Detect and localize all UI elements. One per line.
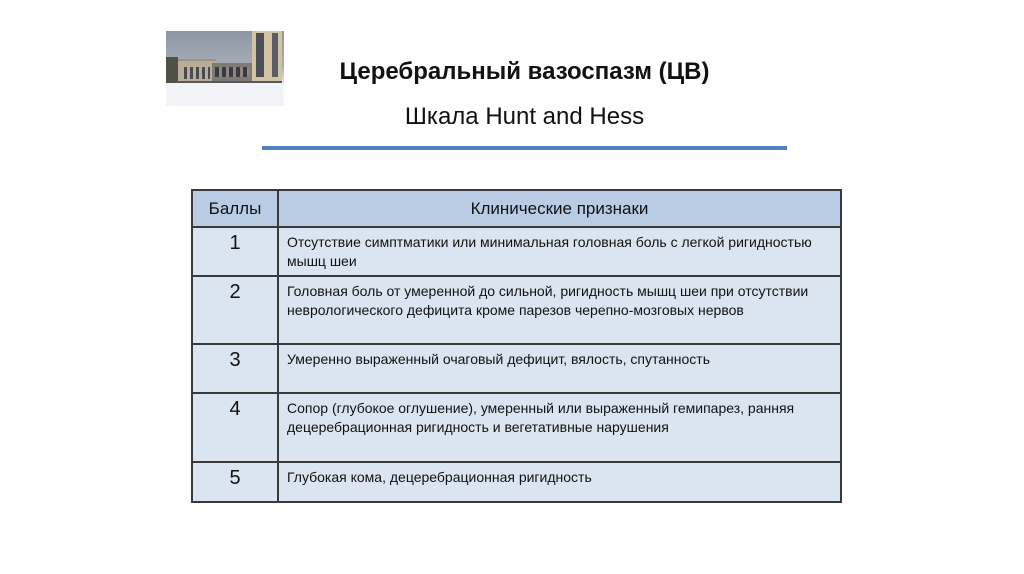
slide-title: Церебральный вазоспазм (ЦВ) — [339, 58, 710, 85]
table-row — [192, 462, 841, 502]
photo-trees — [166, 57, 178, 83]
score-cell: 1 — [192, 227, 278, 276]
description-cell: Сопор (глубокое оглушение), умеренный или выраженный гемипарез, ранняя децеребрационная ригидность и вегетативные нарушения — [278, 393, 841, 462]
table-row — [192, 276, 841, 344]
description-cell: Умеренно выраженный очаговый дефицит, вялость, спутанность — [278, 344, 841, 393]
slide-subtitle: Шкала Hunt and Hess — [404, 103, 645, 130]
header-score: Баллы — [192, 190, 278, 227]
score-cell: 2 — [192, 276, 278, 344]
score-cell: 3 — [192, 344, 278, 393]
score-cell: 4 — [192, 393, 278, 462]
table-row — [192, 227, 841, 276]
title-divider — [262, 146, 787, 150]
description-cell: Отсутствие симптматики или минимальная головная боль с легкой ригидностью мышц шеи — [278, 227, 841, 276]
description-cell: Глубокая кома, децеребрационная ригидность — [278, 462, 841, 502]
header-clinical-signs: Клинические признаки — [278, 190, 841, 227]
hunt-hess-table — [191, 189, 842, 503]
table-row — [192, 344, 841, 393]
table-row — [192, 393, 841, 462]
table-header-row — [192, 190, 841, 227]
description-cell: Головная боль от умеренной до сильной, ригидность мышц шеи при отсутствии неврологического дефицита кроме парезов черепно-мозговых нервов — [278, 276, 841, 344]
score-cell: 5 — [192, 462, 278, 502]
